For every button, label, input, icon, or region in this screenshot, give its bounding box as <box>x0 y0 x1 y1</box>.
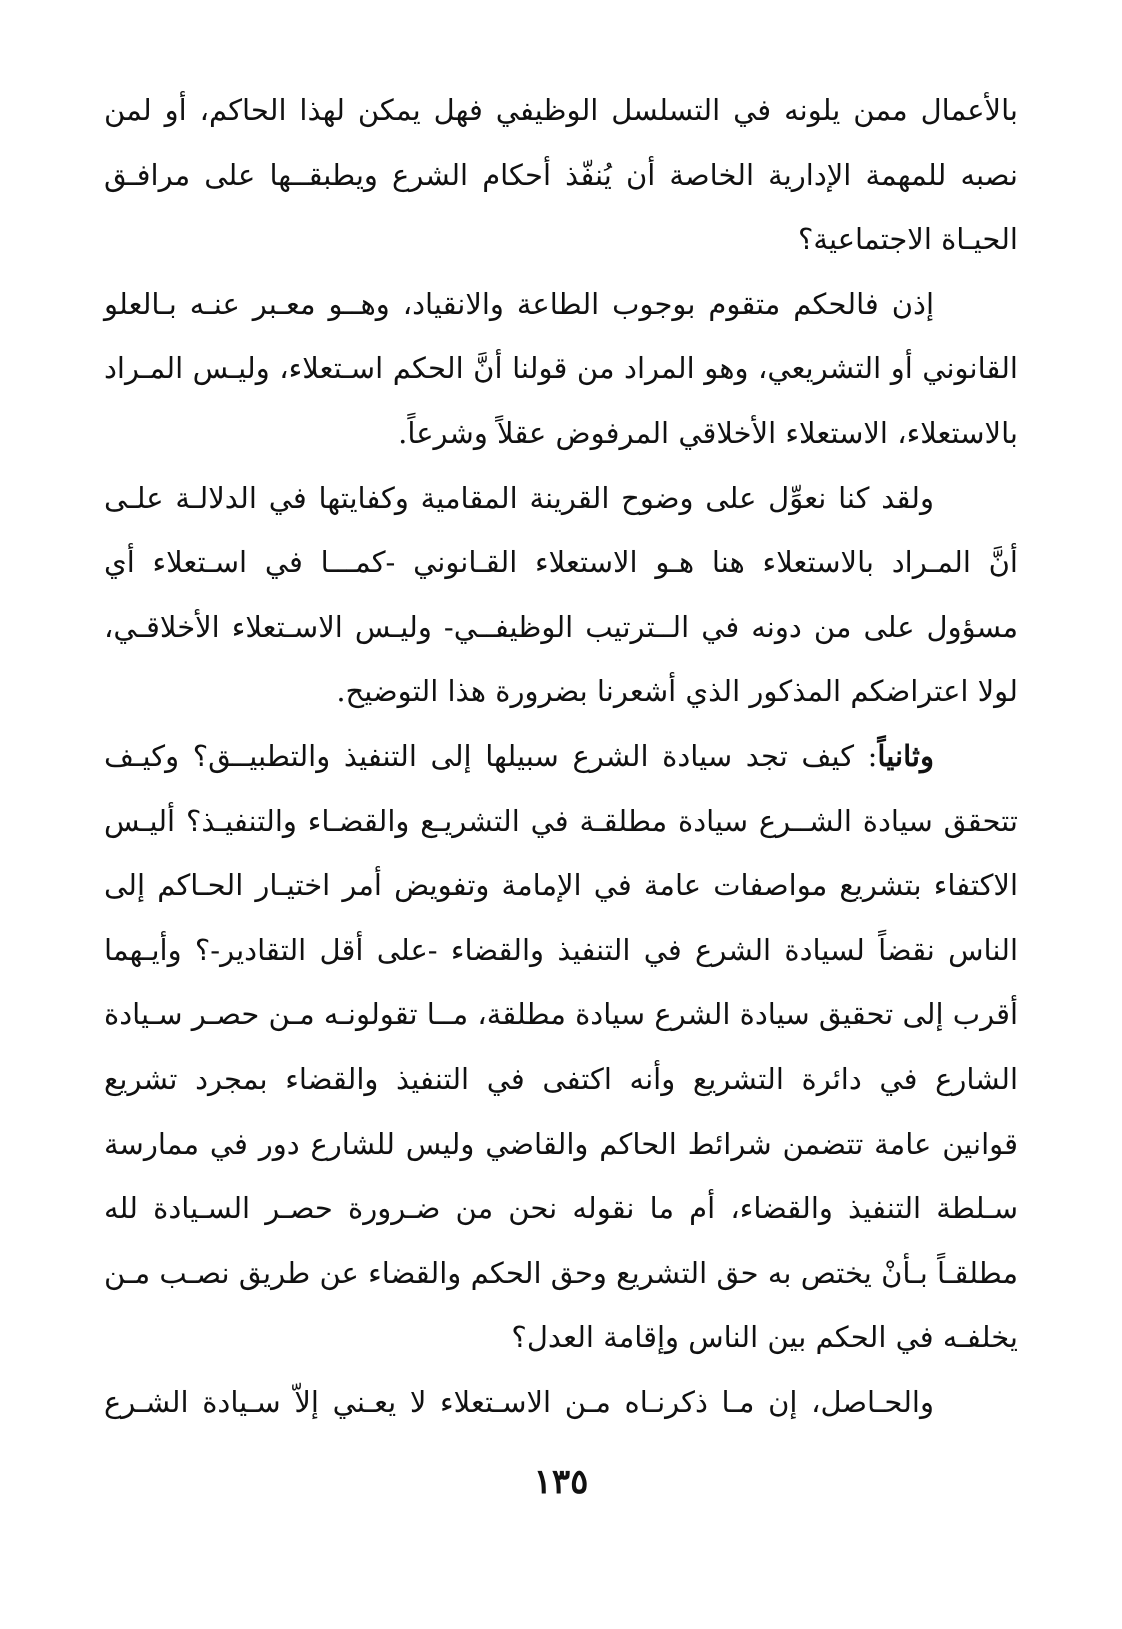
paragraph-4 <box>104 724 1018 1370</box>
paragraph-1 <box>104 78 1018 272</box>
paragraph-5-text: والحـاصل، إن مـا ذكرنـاه مـن الاسـتعلاء لا يعـني إلاّ سـيادة الشـرع <box>104 1384 934 1419</box>
paragraph-1-text: بالأعمال ممن يلونه في التسلسل الوظيفي فهل يمكن لهذا الحاكم، أو لمن نصبه للمهمة الإدارية الخاصة أن يُنفّذ أحكام الشرع ويطبقــها على مرافـق الحيـاة الاجتماعية؟ <box>104 93 1018 257</box>
paragraph-3 <box>104 466 1018 724</box>
paragraph-2 <box>104 272 1018 466</box>
page-number: ١٣٥ <box>533 1462 589 1502</box>
paragraph-2-text: إذن فالحكم متقوم بوجوب الطاعة والانقياد، وهــو معـبر عنـه بـالعلو القانوني أو التشريعي، وهو المراد من قولنا أنَّ الحكم اسـتعلاء، وليـس المـراد بالاستعلاء، الاستعلاء الأخلاقي المرفوض عقلاً وشرعاً. <box>104 286 1018 450</box>
paragraph-4-text: : كيف تجد سيادة الشرع سبيلها إلى التنفيذ والتطبيــق؟ وكيـف تتحقق سيادة الشــرع سيادة مطلقـة في التشريـع والقضـاء والتنفيـذ؟ أليـس الاكتفاء بتشريع مواصفات عامة في الإمامة وتفويض أمر اختيـار الحـاكم إلى الناس نقضاً لسيادة الشرع في التنفيذ والقضاء -على أقل التقادير-؟ وأيـهما أقرب إلى تحقيق سيادة الشرع سيادة مطلقة، مــا تقولونـه مـن حصـر سـيادة الشارع في دائرة التشريع وأنه اكتفى في التنفيذ والقضاء بمجرد تشريع قوانين عامة تتضمن شرائط الحاكم والقاضي وليس للشارع دور في ممارسة سـلطة التنفيذ والقضاء، أم ما نقوله نحن من ضـرورة حصـر السـيادة لله مطلقـاً بـأنْ يختص به حق التشريع وحق الحكم والقضاء عن طريق نصـب مـن يخلفـه في الحكم بين الناس وإقامة العدل؟ <box>104 738 1018 1355</box>
paragraph-5 <box>104 1370 1018 1435</box>
page-body-text <box>104 78 1018 1434</box>
paragraph-4-lead-word: وثانياً <box>877 738 934 773</box>
paragraph-3-text: ولقد كنا نعوِّل على وضوح القرينة المقامية وكفايتها في الدلالـة علـى أنَّ المـراد بالاستعلاء هنا هـو الاستعلاء القـانوني -كمـــا في اسـتعلاء أي مسؤول على من دونه في الــترتيب الوظيفــي- وليـس الاسـتعلاء الأخلاقـي، لولا اعتراضكم المذكور الذي أشعرنا بضرورة هذا التوضيح. <box>104 480 1018 709</box>
